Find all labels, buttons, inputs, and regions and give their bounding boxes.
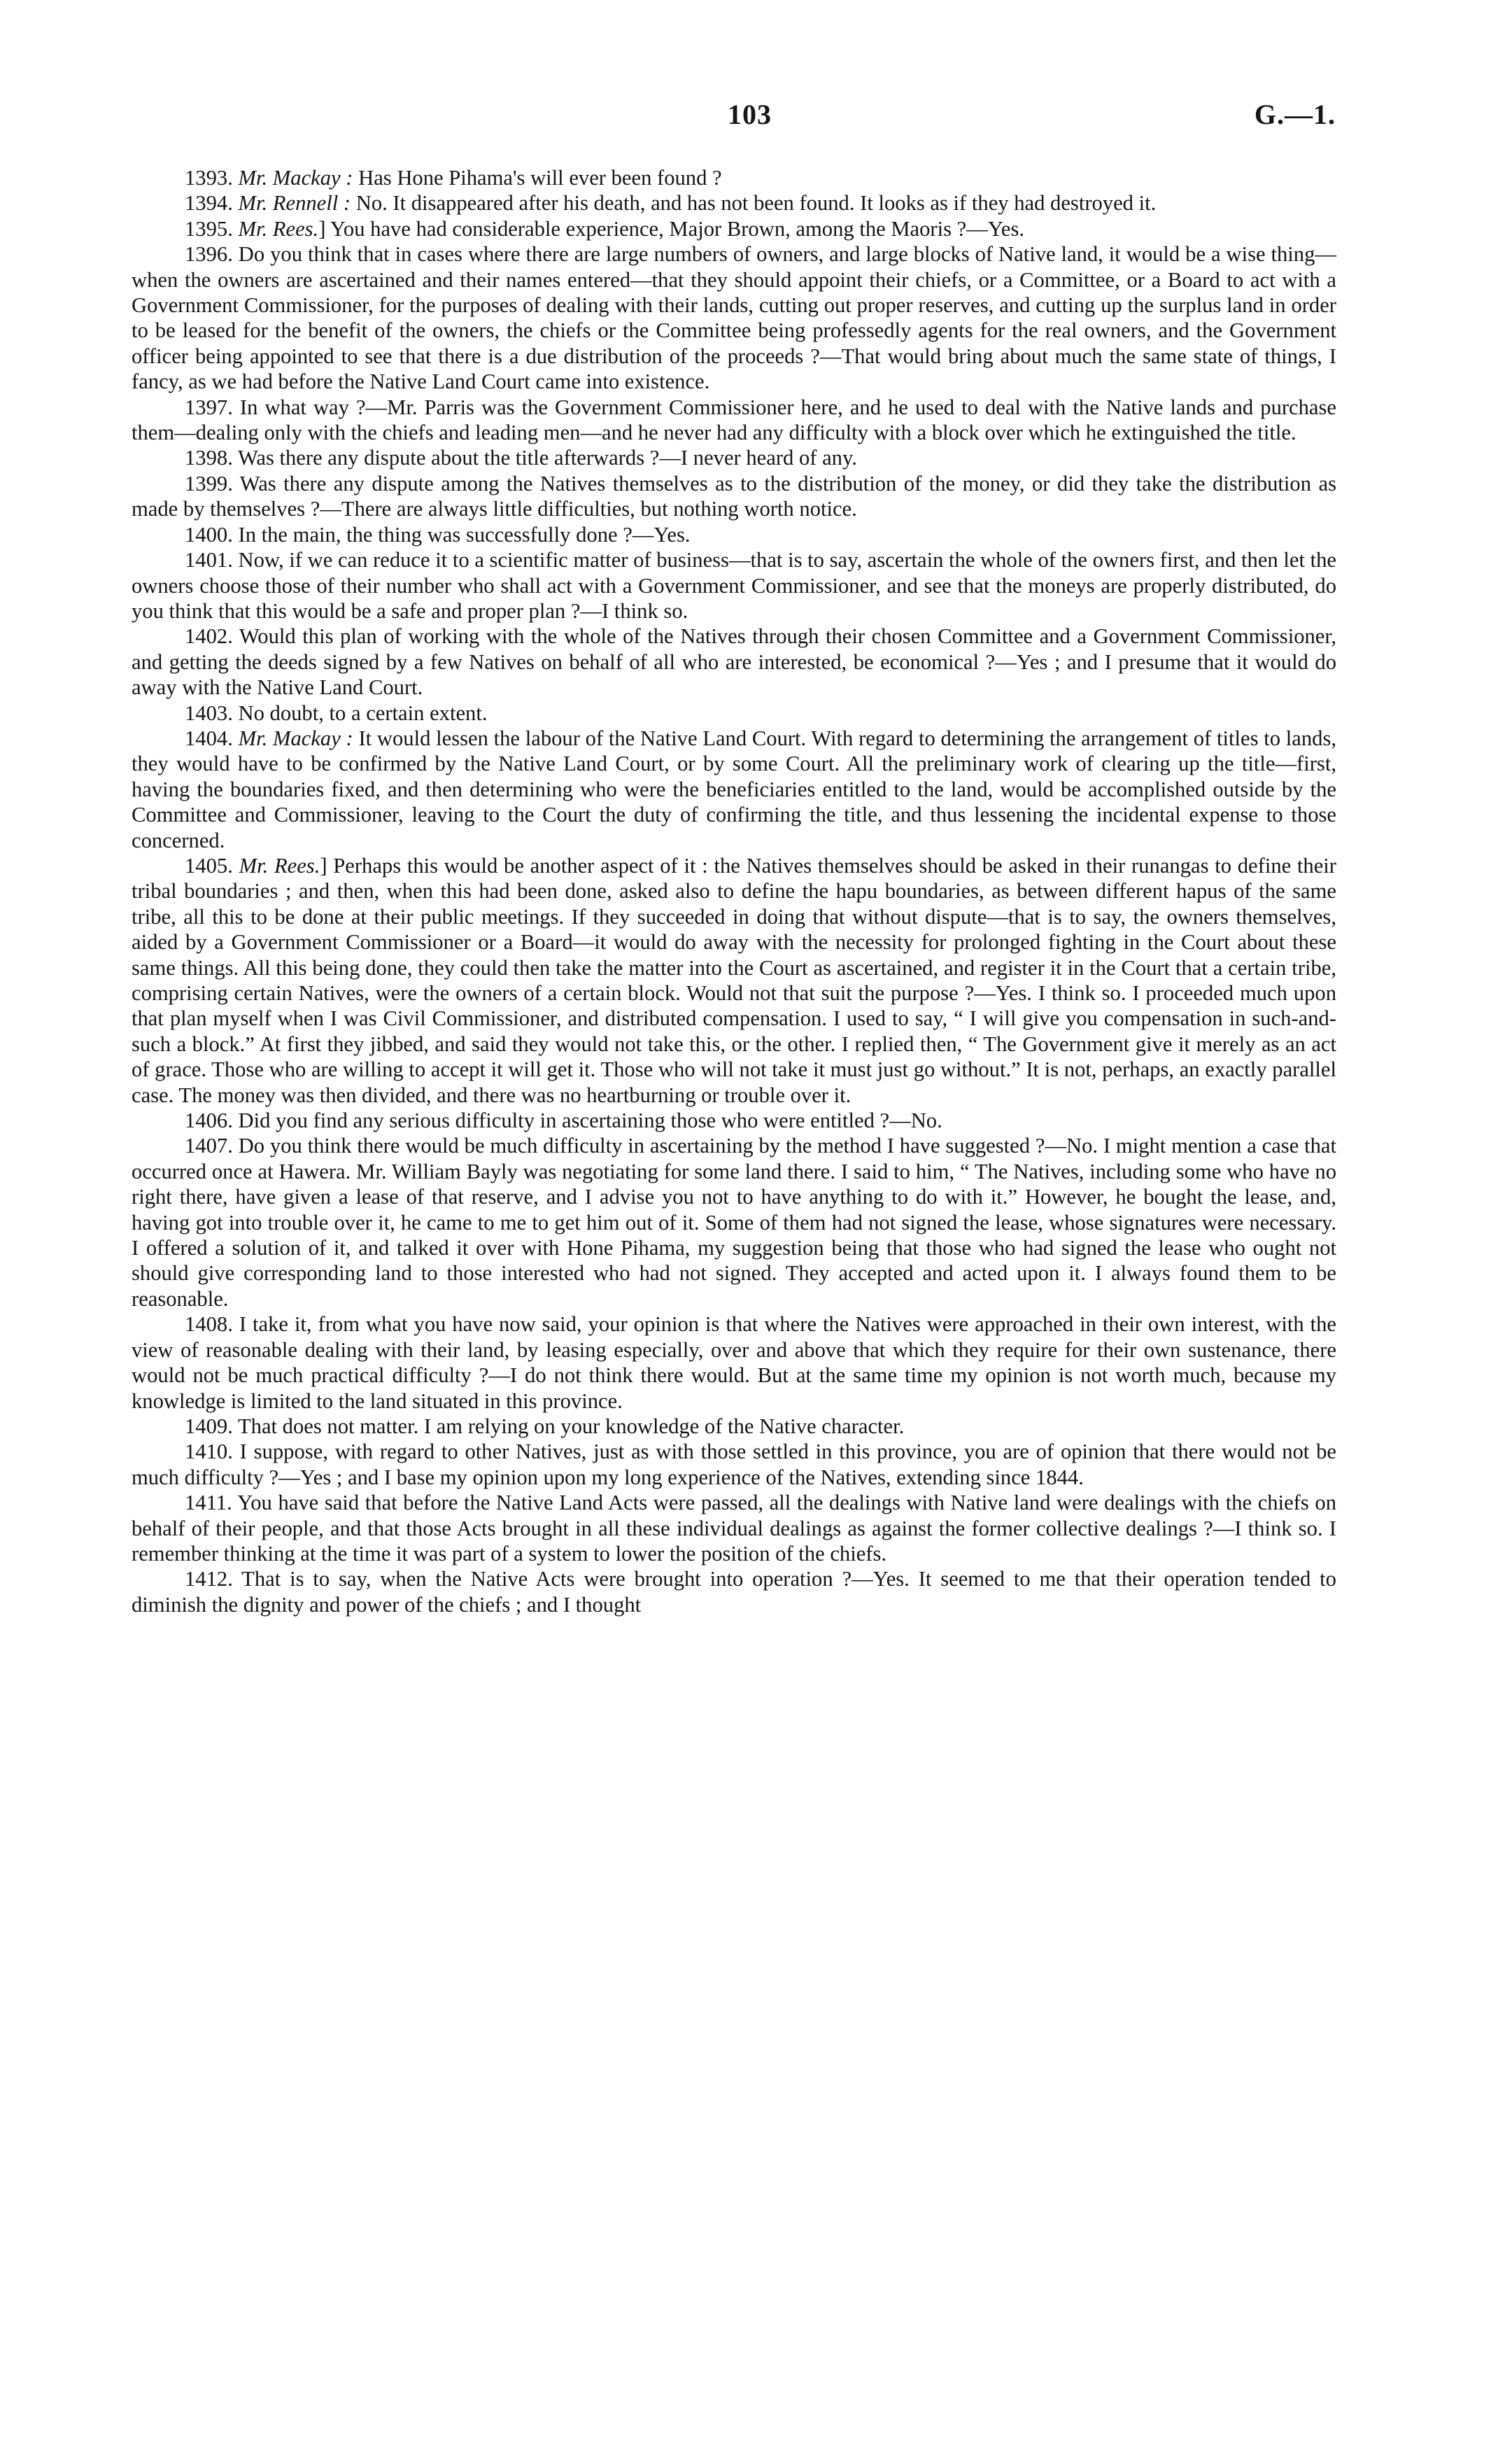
question-1401 (132, 547, 1336, 624)
paragraph-text: That does not matter. I am relying on your knowledge of the Native character. (237, 1414, 905, 1438)
paragraph-text: Was there any dispute among the Natives themselves as to the distribution of the money, or did they take the distribution as made by themselves ?—There are always little difficulties, but nothing worth notice. (132, 471, 1336, 521)
question-1402 (132, 624, 1336, 700)
question-1404 (132, 726, 1336, 853)
question-1403 (132, 701, 1336, 726)
question-number: 1407. (185, 1134, 233, 1158)
question-number: 1410. (185, 1440, 233, 1464)
speaker-name: Mr. Rees. (238, 216, 319, 241)
question-1410 (132, 1439, 1336, 1490)
question-1394 (132, 190, 1336, 216)
question-1408 (132, 1311, 1336, 1414)
page-number: 103 (728, 99, 772, 130)
paragraph-text: Would this plan of working with the whole of the Natives through their chosen Committee and a Government Commissioner, and getting the deeds signed by a few Natives on behalf of all who are interested, be economical ?—Yes ; and I presume that it would do away with the Native Land Court. (132, 624, 1336, 700)
paragraph-text: Has Hone Pihama's will ever been found ? (353, 166, 722, 190)
speaker-name: Mr. Rees. (239, 853, 320, 878)
question-number: 1398. (185, 446, 233, 470)
paragraph-text: I take it, from what you have now said, your opinion is that where the Natives were approached in their own interest, with the view of reasonable dealing with their land, by leasing especially, over and above that which they require for their own sustenance, there would not be much practical difficulty ?—I do not think there would. But at the same time my opinion is not worth much, because my knowledge is limited to the land situated in this province. (132, 1312, 1336, 1413)
speaker-name: Mr. Mackay : (238, 166, 353, 190)
question-1397 (132, 395, 1336, 446)
question-number: 1399. (185, 471, 233, 495)
question-1407 (132, 1133, 1336, 1311)
question-number: 1394. (185, 191, 233, 216)
question-1411 (132, 1490, 1336, 1566)
question-number: 1395. (185, 216, 233, 241)
question-number: 1406. (185, 1109, 233, 1133)
question-number: 1408. (185, 1312, 233, 1337)
question-1412 (132, 1566, 1336, 1617)
paragraph-text: Do you think that in cases where there are large numbers of owners, and large blocks of Native land, it would be a wise thing—when the owners are ascertained and their names entered—that they should appoint their chiefs, or a Committee, or a Board to act with a Government Commissioner, for the purposes of dealing with their lands, cutting out proper reserves, and cutting up the surplus land in order to be leased for the benefit of the owners, the chiefs or the Committee being professedly agents for the real owners, and the Government officer being appointed to see that there is a due distribution of the proceeds ?—That would bring about much the same state of things, I fancy, as we had before the Native Land Court came into existence. (132, 242, 1336, 394)
question-number: 1393. (185, 166, 233, 190)
paragraph-text: That is to say, when the Native Acts were brought into operation ?—Yes. It seemed to me that their operation tended to diminish the dignity and power of the chiefs ; and I thought (132, 1567, 1336, 1617)
question-number: 1404. (185, 726, 233, 750)
question-1405 (132, 853, 1336, 1108)
question-number: 1397. (185, 395, 233, 419)
paragraph-text: I suppose, with regard to other Natives, just as with those settled in this province, you are of opinion that there would not be much difficulty ?—Yes ; and I base my opinion upon my long experience of the Natives, extending since 1844. (132, 1440, 1337, 1489)
paragraph-text: It would lessen the labour of the Native Land Court. With regard to determining the arrangement of titles to lands, they would have to be confirmed by the Native Land Court, or by some Court. All the preliminary work of clearing up the title—first, having the boundaries fixed, and then determining who were the beneficiaries entitled to the land, would be accomplished outside by the Committee and Commissioner, leaving to the Court the duty of confirming the title, and thus lessening the incidental expense to those concerned. (132, 726, 1336, 852)
question-number: 1396. (185, 242, 233, 267)
question-1398 (132, 445, 1336, 470)
paragraph-text: In what way ?—Mr. Parris was the Government Commissioner here, and he used to deal with the Native lands and purchase them—dealing only with the chiefs and leading men—and he never had any difficulty with a block over which he extinguished the title. (132, 395, 1336, 445)
question-1400 (132, 522, 1336, 547)
question-1393 (132, 165, 1336, 190)
question-number: 1400. (185, 522, 233, 547)
page-header (0, 98, 1512, 140)
paragraph-text: No. It disappeared after his death, and has not been found. It looks as if they had destroyed it. (351, 191, 1157, 216)
question-number: 1409. (185, 1414, 233, 1438)
paragraph-text: In the main, the thing was successfully done ?—Yes. (238, 522, 691, 547)
document-code: G.—1. (1254, 99, 1336, 130)
speaker-name: Mr. Rennell : (238, 191, 351, 216)
question-number: 1403. (185, 701, 233, 725)
question-number: 1405. (185, 853, 233, 878)
question-number: 1412. (185, 1567, 233, 1591)
paragraph-text: Now, if we can reduce it to a scientific matter of business—that is to say, ascertain the whole of the owners first, and then let the owners choose those of their number who shall act with a Government Commissioner, and see that the moneys are properly distributed, do you think that this would be a safe and proper plan ?—I think so. (132, 548, 1336, 623)
question-number: 1401. (185, 548, 233, 572)
evidence-transcript (132, 165, 1336, 1617)
question-1406 (132, 1108, 1336, 1133)
question-1395 (132, 216, 1336, 241)
question-1399 (132, 471, 1336, 522)
paragraph-text: Was there any dispute about the title afterwards ?—I never heard of any. (237, 446, 857, 470)
speaker-name: Mr. Mackay : (238, 726, 353, 750)
paragraph-text: You have said that before the Native Land Acts were passed, all the dealings with Native land were dealings with the chiefs on behalf of their people, and that those Acts brought in all these individual dealings as against the former collective dealings ?—I think so. I remember thinking at the time it was part of a system to lower the position of the chiefs. (132, 1491, 1336, 1566)
paragraph-text: ] You have had considerable experience, Major Brown, among the Maoris ?—Yes. (318, 216, 1025, 241)
paragraph-text: Did you find any serious difficulty in ascertaining those who were entitled ?—No. (238, 1109, 942, 1133)
paragraph-text: No doubt, to a certain extent. (238, 701, 488, 725)
question-number: 1411. (185, 1491, 232, 1515)
paragraph-text: ] Perhaps this would be another aspect of it : the Natives themselves should be asked in their runangas to define their tribal boundaries ; and then, when this had been done, asked also to define the hapu boundaries, as between different hapus of the same tribe, all this to be done at their public meetings. If they succeeded in doing that without dispute—that is to say, the owners themselves, aided by a Government Commissioner or a Board—it would do away with the necessity for prolonged fighting in the Court about these same things. All this being done, they could then take the matter into the Court as ascertained, and register it in the Court that a certain tribe, comprising certain Natives, were the owners of a certain block. Would not that suit the purpose ?—Yes. I think so. I proceeded much upon that plan myself when I was Civil Commissioner, and distributed compensation. I used to say, “ I will give you compensation in such-and-such a block.” At first they jibbed, and said they would not take this, or the other. I replied then, “ The Government give it merely as an act of grace. Those who are willing to accept it will get it. Those who will not take it must just go without.” It is not, perhaps, an exactly parallel case. The money was then divided, and there was no heartburning or trouble over it. (132, 853, 1336, 1107)
question-number: 1402. (185, 624, 233, 649)
paragraph-text: Do you think there would be much difficulty in ascertaining by the method I have suggested ?—No. I might mention a case that occurred once at Hawera. Mr. William Bayly was negotiating for some land there. I said to him, “ The Natives, including some who have no right there, have given a lease of that reserve, and I advise you not to have anything to do with it.” However, he bought the lease, and, having got into trouble over it, he came to me to get him out of it. Some of them had not signed the lease, whose signatures were necessary. I offered a solution of it, and talked it over with Hone Pihama, my suggestion being that those who had signed the lease who ought not should give corresponding land to those interested who had not signed. They accepted and acted upon it. I always found them to be reasonable. (132, 1134, 1336, 1311)
question-1409 (132, 1414, 1336, 1439)
question-1396 (132, 241, 1336, 394)
